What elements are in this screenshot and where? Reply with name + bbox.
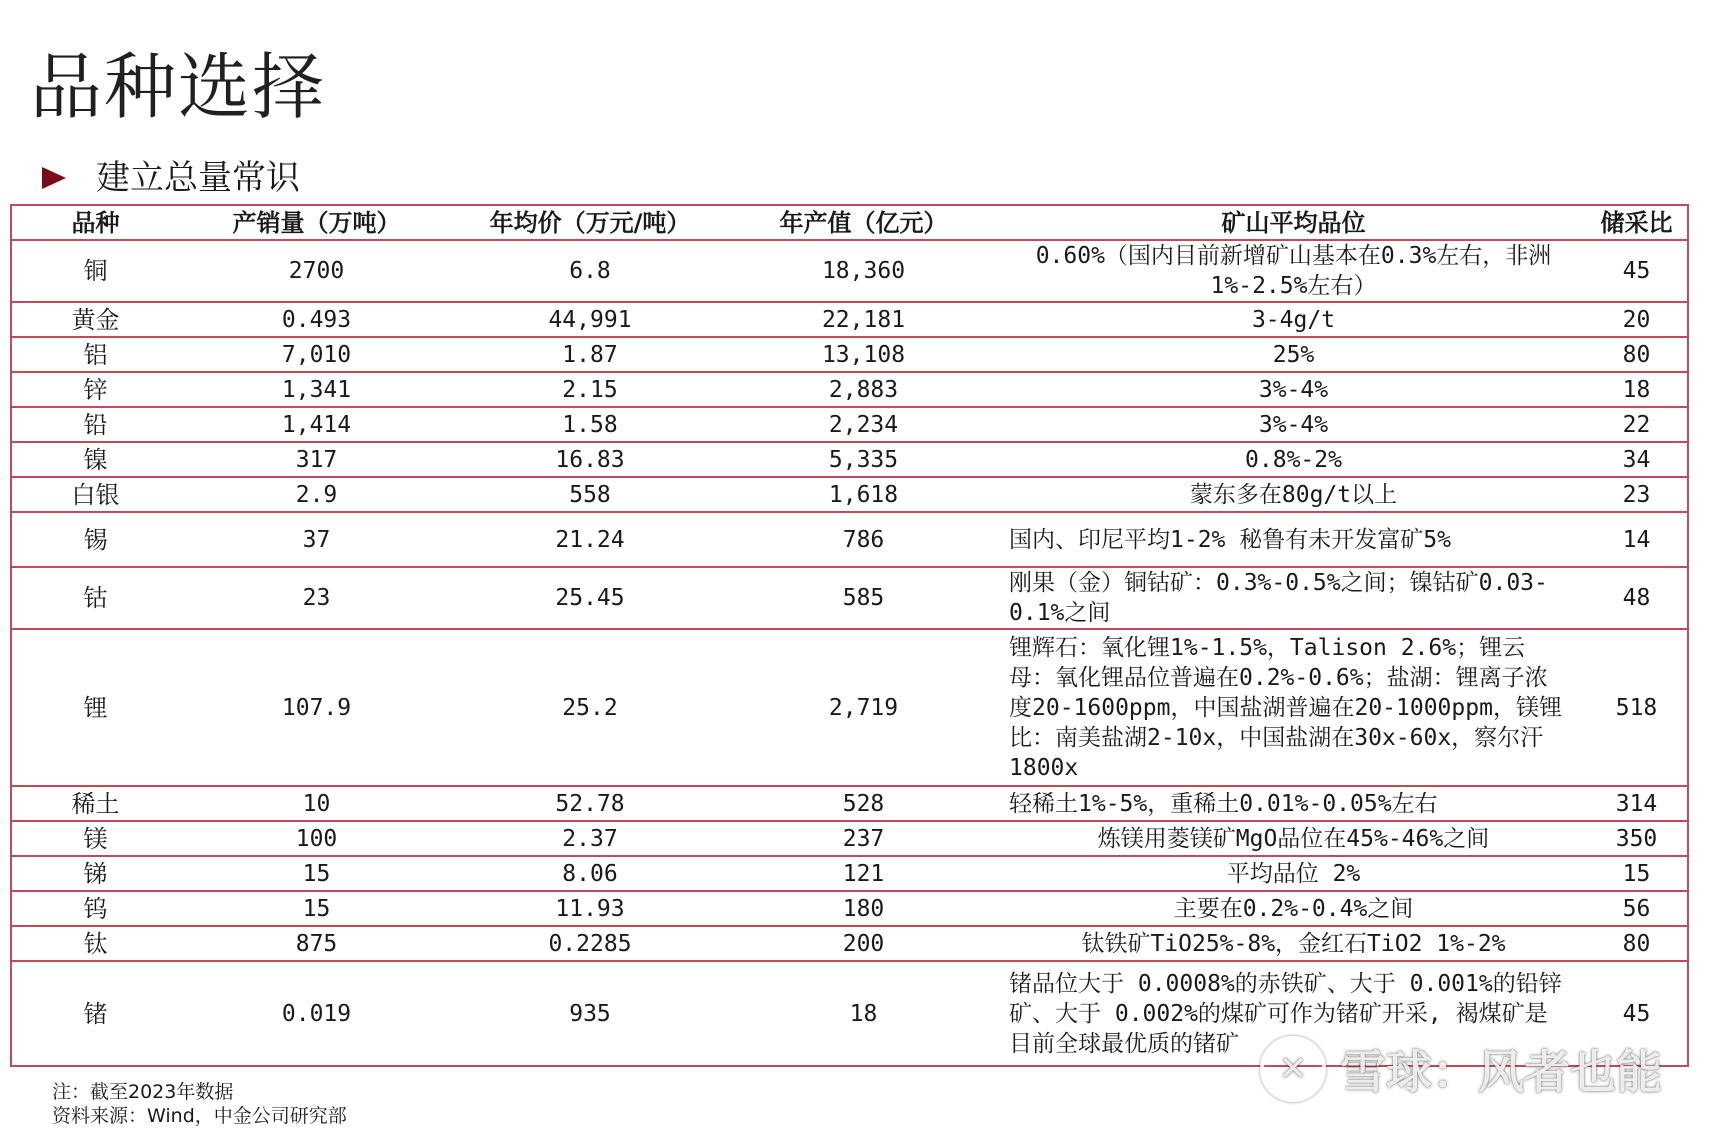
cell-name: 钛 [11, 926, 179, 961]
cell-price: 1.87 [454, 337, 726, 372]
table-header-row [11, 205, 1688, 240]
cell-grade: 刚果（金）铜钴矿：0.3%-0.5%之间；镍钴矿0.03-0.1%之间 [1001, 567, 1586, 629]
cell-grade: 国内、印尼平均1-2% 秘鲁有未开发富矿5% [1001, 512, 1586, 567]
cell-ratio: 18 [1586, 372, 1688, 407]
snowball-logo-icon: ✕ [1260, 1036, 1326, 1102]
cell-volume: 317 [179, 442, 454, 477]
cell-grade: 锗品位大于 0.0008%的赤铁矿、大于 0.001%的铅锌矿、大于 0.002%的煤矿可作为锗矿开采, 褐煤矿是目前全球最优质的锗矿 [1001, 961, 1586, 1066]
cell-name: 铅 [11, 407, 179, 442]
cell-volume: 0.019 [179, 961, 454, 1066]
cell-price: 0.2285 [454, 926, 726, 961]
table-row [11, 302, 1688, 337]
table-row [11, 856, 1688, 891]
cell-ratio: 15 [1586, 856, 1688, 891]
table-row [11, 337, 1688, 372]
cell-ratio: 518 [1586, 629, 1688, 786]
cell-grade: 3%-4% [1001, 372, 1586, 407]
cell-name: 铝 [11, 337, 179, 372]
cell-volume: 15 [179, 891, 454, 926]
cell-ratio: 314 [1586, 786, 1688, 821]
cell-price: 6.8 [454, 240, 726, 302]
cell-value: 18,360 [726, 240, 1001, 302]
cell-price: 21.24 [454, 512, 726, 567]
cell-volume: 2700 [179, 240, 454, 302]
cell-grade: 0.8%-2% [1001, 442, 1586, 477]
header-price: 年均价（万元/吨） [454, 205, 726, 240]
cell-volume: 15 [179, 856, 454, 891]
cell-price: 11.93 [454, 891, 726, 926]
cell-value: 180 [726, 891, 1001, 926]
watermark [1260, 1036, 1662, 1102]
cell-price: 16.83 [454, 442, 726, 477]
cell-name: 锌 [11, 372, 179, 407]
cell-volume: 23 [179, 567, 454, 629]
table-row [11, 786, 1688, 821]
cell-price: 52.78 [454, 786, 726, 821]
cell-name: 镁 [11, 821, 179, 856]
cell-grade: 平均品位 2% [1001, 856, 1586, 891]
cell-grade: 主要在0.2%-0.4%之间 [1001, 891, 1586, 926]
cell-name: 钴 [11, 567, 179, 629]
cell-price: 1.58 [454, 407, 726, 442]
table-row [11, 567, 1688, 629]
subtitle-row [42, 156, 300, 200]
cell-volume: 0.493 [179, 302, 454, 337]
cell-grade: 钛铁矿TiO25%-8%，金红石TiO2 1%-2% [1001, 926, 1586, 961]
cell-name: 锑 [11, 856, 179, 891]
cell-grade: 0.60%（国内目前新增矿山基本在0.3%左右，非洲1%-2.5%左右） [1001, 240, 1586, 302]
cell-value: 5,335 [726, 442, 1001, 477]
cell-name: 锗 [11, 961, 179, 1066]
cell-value: 585 [726, 567, 1001, 629]
cell-ratio: 20 [1586, 302, 1688, 337]
cell-volume: 7,010 [179, 337, 454, 372]
table-row [11, 477, 1688, 512]
cell-price: 2.37 [454, 821, 726, 856]
cell-ratio: 14 [1586, 512, 1688, 567]
table-row [11, 240, 1688, 302]
cell-name: 白银 [11, 477, 179, 512]
table-row [11, 821, 1688, 856]
cell-ratio: 22 [1586, 407, 1688, 442]
header-ratio: 储采比 [1586, 205, 1688, 240]
cell-value: 22,181 [726, 302, 1001, 337]
cell-grade: 蒙东多在80g/t以上 [1001, 477, 1586, 512]
minerals-table [10, 204, 1689, 1067]
cell-price: 44,991 [454, 302, 726, 337]
header-grade: 矿山平均品位 [1001, 205, 1586, 240]
cell-price: 25.2 [454, 629, 726, 786]
cell-volume: 2.9 [179, 477, 454, 512]
cell-grade: 锂辉石：氧化锂1%-1.5%，Talison 2.6%；锂云母：氧化锂品位普遍在0.2%-0.6%；盐湖：锂离子浓度20-1600ppm，中国盐湖普遍在20-1000ppm，镁锂比：南美盐湖2-10x，中国盐湖在30x-60x，察尔汗1800x [1001, 629, 1586, 786]
table-row [11, 442, 1688, 477]
cell-volume: 875 [179, 926, 454, 961]
cell-price: 935 [454, 961, 726, 1066]
cell-value: 2,719 [726, 629, 1001, 786]
cell-value: 200 [726, 926, 1001, 961]
cell-value: 121 [726, 856, 1001, 891]
cell-value: 528 [726, 786, 1001, 821]
cell-ratio: 80 [1586, 337, 1688, 372]
watermark-text: 雪球：风者也能 [1340, 1045, 1662, 1099]
table-row [11, 407, 1688, 442]
cell-grade: 3-4g/t [1001, 302, 1586, 337]
cell-value: 237 [726, 821, 1001, 856]
cell-name: 锂 [11, 629, 179, 786]
cell-name: 铜 [11, 240, 179, 302]
page-title: 品种选择 [30, 45, 327, 129]
table-row [11, 926, 1688, 961]
data-source: 资料来源：Wind，中金公司研究部 [52, 1105, 347, 1127]
cell-grade: 炼镁用菱镁矿MgO品位在45%-46%之间 [1001, 821, 1586, 856]
header-variety: 品种 [11, 205, 179, 240]
cell-name: 锡 [11, 512, 179, 567]
header-value: 年产值（亿元） [726, 205, 1001, 240]
notes [52, 1080, 347, 1128]
table-row [11, 891, 1688, 926]
cell-ratio: 48 [1586, 567, 1688, 629]
cell-grade: 3%-4% [1001, 407, 1586, 442]
cell-grade: 轻稀土1%-5%，重稀土0.01%-0.05%左右 [1001, 786, 1586, 821]
cell-ratio: 23 [1586, 477, 1688, 512]
cell-value: 2,234 [726, 407, 1001, 442]
cell-price: 558 [454, 477, 726, 512]
cell-name: 钨 [11, 891, 179, 926]
cell-value: 2,883 [726, 372, 1001, 407]
cell-value: 1,618 [726, 477, 1001, 512]
cell-value: 13,108 [726, 337, 1001, 372]
subtitle: 建立总量常识 [96, 158, 300, 198]
cell-name: 稀土 [11, 786, 179, 821]
table-row [11, 629, 1688, 786]
cell-ratio: 34 [1586, 442, 1688, 477]
cell-ratio: 45 [1586, 240, 1688, 302]
cell-name: 镍 [11, 442, 179, 477]
table-row [11, 372, 1688, 407]
cell-price: 2.15 [454, 372, 726, 407]
cell-value: 786 [726, 512, 1001, 567]
header-volume: 产销量（万吨） [179, 205, 454, 240]
cell-volume: 10 [179, 786, 454, 821]
cell-price: 25.45 [454, 567, 726, 629]
cell-price: 8.06 [454, 856, 726, 891]
cell-volume: 37 [179, 512, 454, 567]
cell-ratio: 80 [1586, 926, 1688, 961]
cell-name: 黄金 [11, 302, 179, 337]
cell-value: 18 [726, 961, 1001, 1066]
cell-ratio: 56 [1586, 891, 1688, 926]
cell-volume: 1,341 [179, 372, 454, 407]
cell-volume: 1,414 [179, 407, 454, 442]
bullet-triangle-icon [42, 167, 66, 189]
cell-ratio: 350 [1586, 821, 1688, 856]
data-note: 注：截至2023年数据 [52, 1081, 234, 1103]
table-row [11, 512, 1688, 567]
cell-volume: 100 [179, 821, 454, 856]
cell-volume: 107.9 [179, 629, 454, 786]
cell-grade: 25% [1001, 337, 1586, 372]
cell-ratio: 45 [1586, 961, 1688, 1066]
